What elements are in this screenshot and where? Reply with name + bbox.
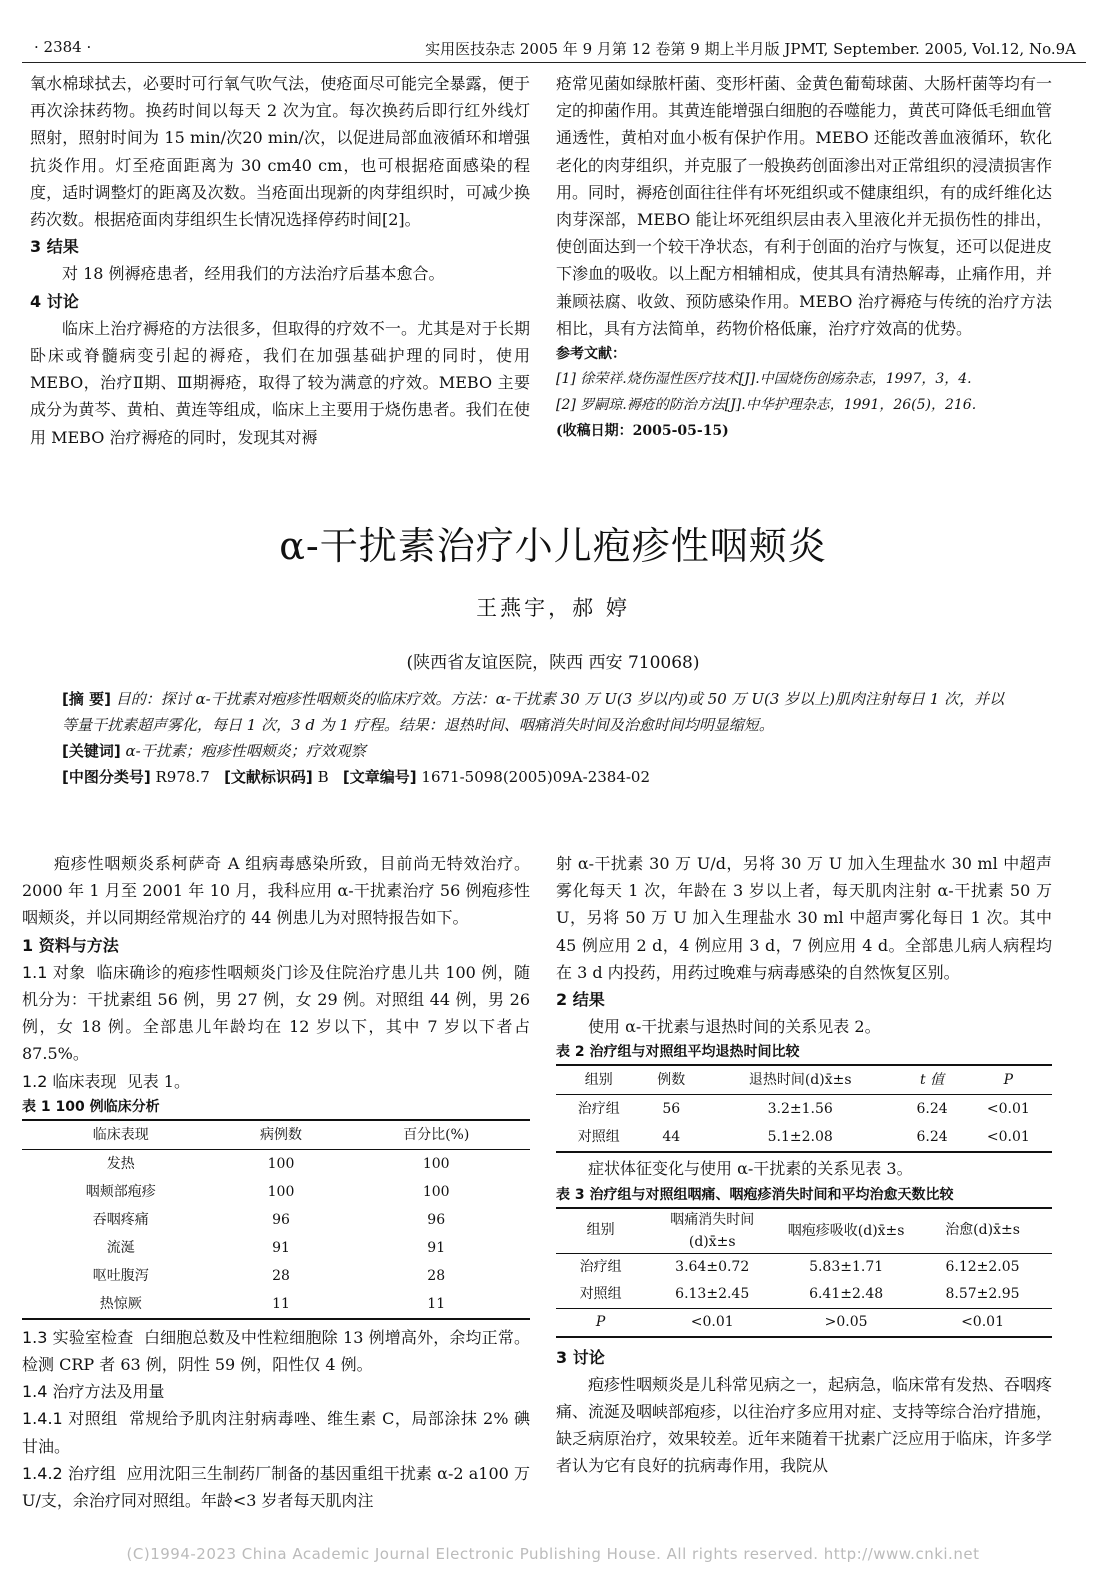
subsection-text: 应用沈阳三生制药厂制备的基因重组干扰素 α-2 a100 万 U/支，余治疗同对照组。年龄<3 岁者每天肌肉注 [22, 1463, 530, 1511]
table-cell: 6.24 [916, 1129, 948, 1146]
table-cell: 对照组 [577, 1129, 620, 1146]
page-number: · 2384 · [34, 38, 92, 56]
table-cell: 8.57±2.95 [945, 1285, 1020, 1302]
table-header-cell: 百分比(%) [403, 1126, 470, 1143]
section-heading: 4 讨论 [30, 291, 79, 311]
table-row [556, 1253, 1052, 1281]
table-cell: 6.24 [916, 1101, 948, 1118]
table-cell: 治疗组 [579, 1258, 622, 1275]
paragraph: 疱疹性咽颊炎系柯萨奇 A 组病毒感染所致，目前尚无特效治疗。2000 年 1 月至 2001 年 10 月，我科应用 α-干扰素治疗 56 例疱疹性咽颊炎，并以同期经常规治疗的 44 例患儿为对照特报告如下。 [22, 854, 530, 928]
subsection [22, 1405, 530, 1459]
paragraph: 使用 α-干扰素与退热时间的关系见表 2。 [588, 1017, 881, 1037]
section-heading: 3 讨论 [556, 1347, 605, 1367]
table-cell: 6.41±2.48 [809, 1285, 884, 1302]
prev-article-paragraph: 氧水棉球拭去，必要时可行氧气吹气法，使疮面尽可能完全暴露，便于再次涂抹药物。换药时间以每天 2 次为宜。每次换药后即行红外线灯照射，照射时间为 15 min/次20 min/次，以促进局部血液循环和增强抗炎作用。灯至疮面距离为 30 cm40 cm，也可根据疮面感染的程度，适时调整灯的距离及次数。当疮面出现新的肉芽组织时，可减少换药次数。根据疮面肉芽组织生长情况选择停药时间[2]。 [30, 74, 530, 230]
received-date: (收稿日期：2005-05-15) [556, 423, 729, 440]
table-header-cell: 组别 [586, 1222, 615, 1239]
references-heading: 参考文献： [556, 346, 626, 363]
table-cell: 28 [272, 1267, 290, 1284]
table-row [22, 1290, 530, 1319]
table-header-cell: 临床表现 [92, 1126, 149, 1143]
table-cell: 11 [427, 1295, 446, 1312]
section-heading: 1 资料与方法 [22, 935, 119, 955]
table-cell: 44 [662, 1129, 681, 1146]
table-cell: 56 [662, 1101, 681, 1118]
abstract [62, 686, 1012, 738]
table-2-caption: 表 2 治疗组与对照组平均退热时间比较 [556, 1044, 800, 1061]
classification-line [62, 764, 1012, 790]
table-cell: 对照组 [579, 1285, 622, 1302]
table-header-cell: 治愈(d)x̄±s [945, 1222, 1020, 1239]
table-cell: 6.13±2.45 [675, 1285, 750, 1302]
table-cell: 91 [272, 1239, 290, 1256]
keywords [62, 738, 1012, 764]
keywords-text: α-干扰素；疱疹性咽颊炎；疗效观察 [125, 742, 366, 760]
table-cell: 100 [422, 1183, 450, 1200]
keywords-label: [关键词] [62, 742, 121, 760]
subsection [22, 1068, 530, 1095]
article-authors: 王燕宇，郝 婷 [476, 596, 630, 620]
subsection-heading: 1.4.2 治疗组 [22, 1463, 117, 1483]
table-cell: 热惊厥 [99, 1295, 142, 1312]
table-header-cell: 咽疱疹吸收(d)x̄±s [787, 1222, 905, 1239]
table-header-row [556, 1065, 1052, 1095]
table-cell: 流涎 [106, 1239, 135, 1256]
article-number-label: [文章编号] [342, 768, 417, 786]
article-title: α-干扰素治疗小儿疱疹性咽颊炎 [279, 524, 827, 568]
paragraph: 对 18 例褥疮患者，经用我们的方法治疗后基本愈合。 [62, 264, 445, 284]
section-heading: 2 结果 [556, 990, 605, 1010]
table-2 [556, 1064, 1052, 1153]
table-cell: <0.01 [961, 1313, 1004, 1330]
section-heading: 3 结果 [30, 237, 79, 257]
reference-item: [1] 徐荣祥.烧伤湿性医疗技术[J].中国烧伤创疡杂志，1997，3，4. [556, 371, 972, 388]
subsection-text: 常规给予肌肉注射病毒唑、维生素 C，局部涂抹 2% 碘甘油。 [22, 1409, 530, 1456]
table-row [22, 1149, 530, 1178]
body-left-column [22, 850, 530, 1514]
reference-item: [2] 罗嗣琼.褥疮的防治方法[J].中华护理杂志，1991，26(5)，216. [556, 397, 977, 414]
table-row [22, 1178, 530, 1206]
table-cell: 3.2±1.56 [767, 1101, 833, 1118]
clc-value: R978.7 [155, 768, 210, 786]
table-header-cell: 组别 [584, 1072, 613, 1089]
paragraph: 射 α-干扰素 30 万 U/d，另将 30 万 U 加入生理盐水 30 ml 中超声雾化每天 1 次，年龄在 3 岁以上者，每天肌肉注射 α-干扰素 50 万 U，另将 50 万 U 加入生理盐水 30 ml 中超声雾化每日 1 次。其中 45 例应用 2 d，4 例应用 3 d，7 例应用 4 d。全部患儿病人病程均在 3 d 内投药，用药过晚难与病毒感染的自然恢复区别。 [556, 854, 1052, 982]
paragraph: 临床上治疗褥疮的方法很多，但取得的疗效不一。尤其是对于长期卧床或脊髓病变引起的褥疮，我们在加强基础护理的同时，使用 MEBO，治疗Ⅱ期、Ⅲ期褥疮，取得了较为满意的疗效。MEBO 主要成分为黄芩、黄柏、黄连等组成，临床上主要用于烧伤患者。我们在使用 MEBO 治疗褥疮的同时，发现其对褥 [30, 318, 530, 447]
table-row [22, 1234, 530, 1262]
article-number-value: 1671-5098(2005)09A-2384-02 [421, 768, 651, 786]
table-row [22, 1206, 530, 1234]
table-cell: <0.01 [986, 1101, 1030, 1118]
table-cell: 96 [427, 1211, 446, 1228]
subsection-heading: 1.1 对象 [22, 962, 86, 982]
paragraph: 疮常见菌如绿脓杆菌、变形杆菌、金黄色葡萄球菌、大肠杆菌等均有一定的抑菌作用。其黄连能增强白细胞的吞噬能力，黄芪可降低毛细血管通透性，黄柏对血小板有保护作用。MEBO 还能改善血液循环，软化老化的肉芽组织，并克服了一般换药创面渗出对正常组织的浸渍损害作用。同时，褥疮创面往往伴有坏死组织或不健康组织，有的成纤维化达肉芽深部，MEBO 能让坏死组织层由表入里液化并无损伤性的排出，使创面达到一个较干净状态，有利于创面的治疗与恢复，还可以促进皮下渗血的吸收。以上配方相辅相成，使其具有清热解毒，止痛作用，并兼顾祛腐、收敛、预防感染作用。MEBO 治疗褥疮与传统的治疗方法相比，具有方法简单，药物价格低廉，治疗疗效高的优势。 [556, 74, 1053, 338]
table-header-row [556, 1208, 1052, 1254]
subsection-heading: 1.4.1 对照组 [22, 1409, 118, 1429]
table-cell: <0.01 [690, 1313, 734, 1330]
table-1 [22, 1119, 530, 1320]
subsection-heading: 1.4 治疗方法及用量 [22, 1382, 165, 1402]
table-cell: P [595, 1313, 606, 1330]
table-3 [556, 1207, 1052, 1338]
table-header-cell: 例数 [657, 1072, 686, 1089]
abstract-block [62, 686, 1012, 790]
abstract-label: [摘 要] [62, 690, 111, 708]
table-cell: 100 [267, 1183, 295, 1200]
table-cell: 5.1±2.08 [767, 1129, 833, 1146]
copyright-footer: (C)1994-2023 China Academic Journal Electronic Publishing House. All rights reserved. http://www.cnki.net [126, 1545, 980, 1563]
table-header-cell: 病例数 [260, 1126, 302, 1143]
doc-code-value: B [317, 768, 329, 786]
table-cell: 咽颊部疱疹 [85, 1183, 156, 1200]
body-right-column [556, 850, 1052, 1480]
table-cell: 呕吐腹泻 [92, 1267, 149, 1284]
table-row [556, 1095, 1052, 1124]
table-cell: 11 [272, 1295, 290, 1312]
article-affiliation: (陕西省友谊医院，陕西 西安 710068) [406, 653, 700, 673]
table-cell: 100 [422, 1155, 450, 1172]
clc-label: [中图分类号] [62, 768, 151, 786]
table-cell: 100 [267, 1155, 295, 1172]
table-1-caption: 表 1 100 例临床分析 [22, 1098, 160, 1115]
table-header-cell: 退热时间(d)x̄±s [748, 1072, 852, 1089]
abstract-text: 目的：探讨 α-干扰素对疱疹性咽颊炎的临床疗效。方法：α-干扰素 30 万 U(3 岁以内)或 50 万 U(3 岁以上)肌肉注射每日 1 次，并以等量干扰素超声雾化，每日 1 次，3 d 为 1 疗程。结果：退热时间、咽痛消失时间及治愈时间均明显缩短。 [62, 690, 1005, 734]
prev-article-left-column [30, 70, 530, 451]
table-cell: 吞咽疼痛 [92, 1211, 149, 1228]
doc-code-label: [文献标识码] [224, 768, 313, 786]
table-cell: 91 [427, 1239, 446, 1256]
paragraph: 症状体征变化与使用 α-干扰素的关系见表 3。 [588, 1159, 913, 1179]
subsection-heading: 1.2 临床表现 [22, 1071, 117, 1091]
table-cell: 5.83±1.71 [809, 1258, 884, 1275]
table-header-cell: 咽痛消失时间(d)x̄±s [670, 1211, 755, 1250]
journal-info: 实用医技杂志 2005 年 9 月第 12 卷第 9 期上半月版 JPMT, September. 2005, Vol.12, No.9A [425, 40, 1076, 58]
table-cell: 治疗组 [577, 1101, 620, 1118]
paragraph: 疱疹性咽颊炎是儿科常见病之一，起病急，临床常有发热、吞咽疼痛、流涎及咽峡部疱疹，以往治疗多应用对症、支持等综合治疗措施，缺乏病原治疗，效果较差。近年来随着干扰素广泛应用于临床，许多学者认为它有良好的抗病毒作用，我院从 [556, 1374, 1053, 1476]
table-cell: 3.64±0.72 [675, 1258, 750, 1275]
running-header [22, 36, 1086, 63]
table-cell: 96 [272, 1211, 290, 1228]
table-cell: >0.05 [824, 1313, 868, 1330]
table-header-cell: P [1003, 1072, 1014, 1089]
table-row [556, 1308, 1052, 1337]
table-row [556, 1281, 1052, 1309]
prev-article-right-column [556, 70, 1052, 445]
table-cell: 6.12±2.05 [945, 1258, 1020, 1275]
subsection [22, 1324, 530, 1378]
table-header-row [22, 1120, 530, 1150]
subsection [22, 1460, 530, 1514]
subsection-text: 见表 1。 [126, 1071, 190, 1091]
subsection [22, 959, 530, 1068]
table-header-cell: t 值 [920, 1072, 945, 1089]
table-cell: 28 [427, 1267, 446, 1284]
table-3-caption: 表 3 治疗组与对照组咽痛、咽疱疹消失时间和平均治愈天数比较 [556, 1186, 954, 1203]
subsection-text: 白细胞总数及中性粒细胞除 13 例增高外，余均正常。检测 CRP 者 63 例，阴性 59 例，阳性仅 4 例。 [22, 1327, 530, 1375]
table-row [22, 1262, 530, 1290]
subsection-heading: 1.3 实验室检查 [22, 1327, 134, 1347]
table-cell: 发热 [106, 1155, 135, 1172]
subsection-text: 临床确诊的疱疹性咽颊炎门诊及住院治疗患儿共 100 例，随机分为：干扰素组 56 例，男 27 例，女 29 例。对照组 44 例，男 26 例，女 18 例。全部患儿年龄均在 12 岁以下，其中 7 岁以下者占 87.5%。 [22, 962, 530, 1064]
table-row [556, 1123, 1052, 1152]
table-cell: <0.01 [986, 1129, 1030, 1146]
